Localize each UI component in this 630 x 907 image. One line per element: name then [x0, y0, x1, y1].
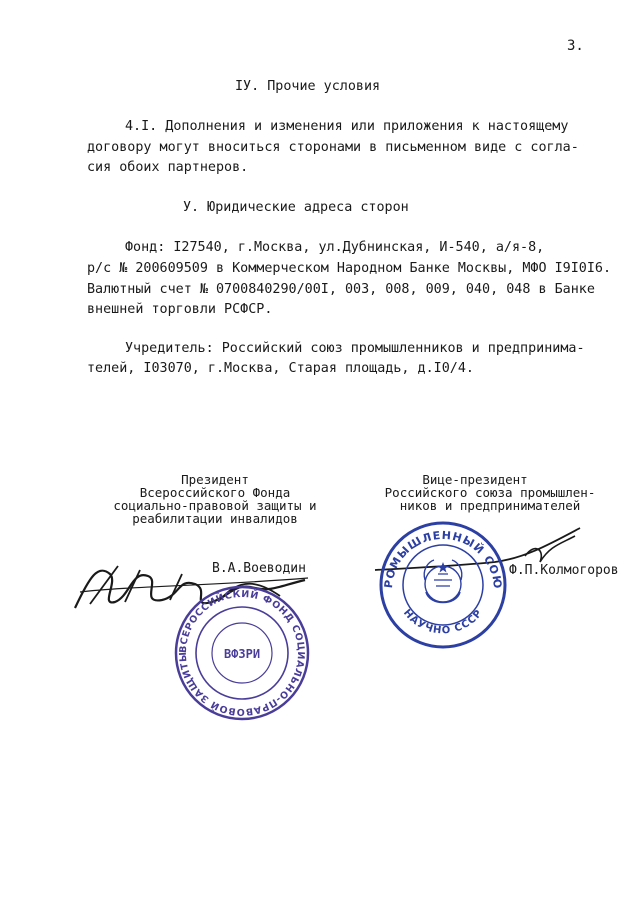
section-4-line-1: 4.I. Дополнения и изменения или приложения к настоящему [125, 119, 569, 134]
left-title-4: реабилитации инвалидов [132, 511, 298, 526]
fund-address-line-2: р/с № 200609509 в Коммерческом Народном Банке Москвы, МФО I9I0I6. [87, 261, 612, 276]
soviet-emblem-icon [424, 560, 462, 603]
right-signatory-name: Ф.П.Колмогоров [509, 563, 619, 578]
left-stamp-center-text: ВФЗРИ [223, 647, 261, 661]
left-stamp-ring-text: ВСЕРОССИЙСКИЙ ФОНД СОЦИАЛЬНО-ПРАВОВОЙ ЗАЩИТЫ И РЕАБИЛИТАЦИИ ИНВАЛИДОВ [167, 575, 307, 718]
fund-address-line-3: Валютный счет № 0700840290/00I, 003, 008, 009, 040, 048 в Банке [87, 282, 595, 297]
left-signatory-name: В.А.Воеводин [212, 561, 306, 576]
right-title-2: Российского союза промышлен- [384, 485, 596, 500]
left-title-1: Президент [181, 472, 249, 487]
section-4-line-3: сия обоих партнеров. [87, 160, 249, 175]
left-title-2: Всероссийского Фонда [139, 485, 291, 500]
fund-address-line-1: Фонд: I27540, г.Москва, ул.Дубнинская, И-540, а/я-8, [125, 240, 545, 255]
right-stamp-ring-top-text: ПРОМЫШЛЕННЫЙ СОЮЗ [372, 510, 505, 591]
right-round-stamp [372, 510, 508, 650]
left-title-3: социально-правовой защиты и [113, 498, 317, 513]
section-5-heading: У. Юридические адреса сторон [183, 200, 409, 215]
right-stamp-ring-bottom-text: НАУЧНО СССР [400, 607, 485, 637]
right-title-1: Вице-президент [422, 472, 528, 487]
founder-line-1: Учредитель: Российский союз промышленников и предпринима- [125, 341, 585, 356]
fund-address-line-4: внешней торговли РСФСР. [87, 302, 273, 317]
right-title-3: ников и предпринимателей [399, 498, 581, 513]
founder-line-2: телей, I03070, г.Москва, Старая площадь, д.I0/4. [87, 361, 474, 376]
page-number: 3. [567, 38, 584, 54]
section-4-heading: IУ. Прочие условия [235, 79, 381, 94]
section-4-line-2: договору могут вноситься сторонами в письменном виде с согла- [87, 140, 579, 155]
left-round-stamp [167, 575, 312, 723]
